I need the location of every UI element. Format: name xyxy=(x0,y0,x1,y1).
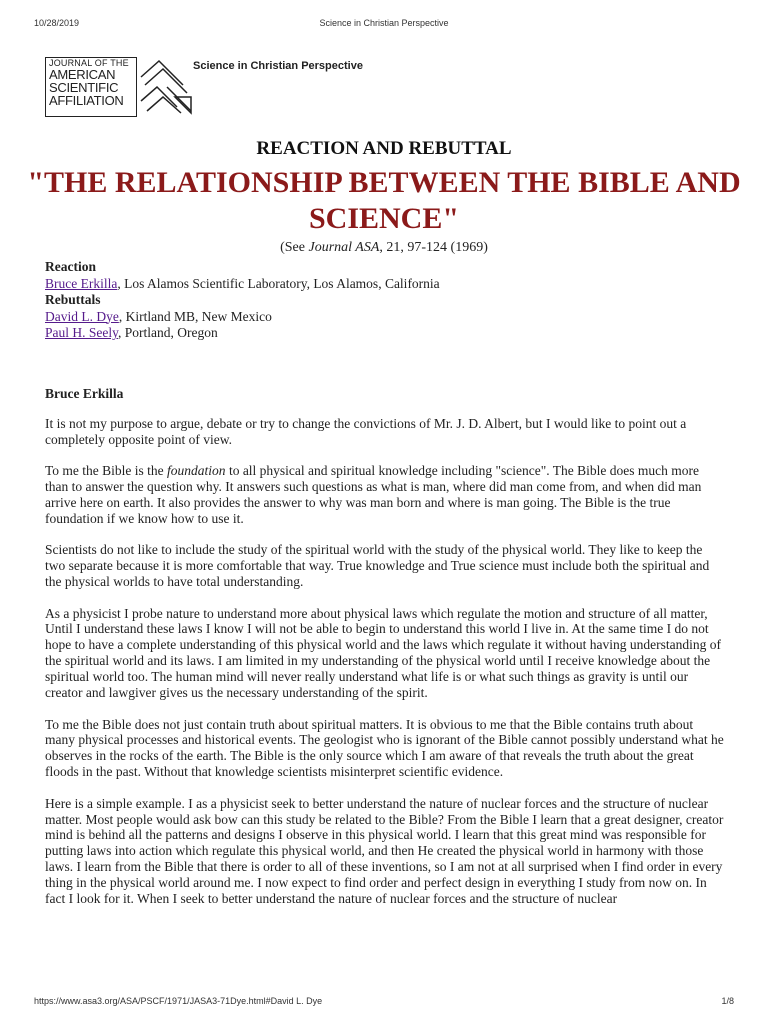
page-number: 1/8 xyxy=(721,996,734,1006)
section-kicker: REACTION AND REBUTTAL xyxy=(256,138,512,159)
citation-journal: Journal ASA xyxy=(308,240,380,255)
reaction-entry xyxy=(45,276,735,293)
reaction-author-link[interactable]: Bruce Erkilla xyxy=(45,275,118,291)
paragraph-3: Scientists do not like to include the study of the spiritual world with the study of the physical world. They like to keep the two separate because it is more comfortable that way. True knowledge and True science must include both the spiritual and the physical worlds to have total understanding. xyxy=(45,542,710,590)
print-url: https://www.asa3.org/ASA/PSCF/1971/JASA3-71Dye.html#David L. Dye xyxy=(34,996,323,1006)
rebuttal-author-link-seely[interactable]: Paul H. Seely xyxy=(45,325,118,340)
paragraph-4: As a physicist I probe nature to understand more about physical laws which regulate the motion and structure of all matter, Until I understand these laws I know I will not be able to begin to understand this world I live in. At the same time I do not hope to have a complete understanding of this physical world and the laws which regulate it without having understanding of the spiritual world and its laws. I am limited in my understanding of the physical world until I receive knowledge about the spiritual world too. The human mind will never really understand what life is or what such things as gravity is until our creator and lawgiver gives us the necessary understanding of the spirit. xyxy=(45,605,721,701)
logo-line-1: JOURNAL OF THE xyxy=(49,58,129,68)
rebuttals-label: Rebuttals xyxy=(45,292,101,307)
paragraph-2-start: To me the Bible is the xyxy=(45,463,168,479)
logo-emblem-icon xyxy=(137,57,197,115)
journal-logo[interactable] xyxy=(45,57,375,117)
logo-line-4: AFFILIATION xyxy=(49,93,124,108)
reaction-label: Reaction xyxy=(45,259,96,274)
paragraph-5: To me the Bible does not just contain truth about spiritual matters. It is obvious to me that the Bible contains truth about many physical processes and historical events. The geologist who is ignorant of the Bible cannot possibly understand what he observes in the rocks of the earth. The Bible is the only source which I am aware of that reveals the truth about the great floods in the past. Without that knowledge scientists misinterpret scientific evidence. xyxy=(45,716,724,780)
print-date: 10/28/2019 xyxy=(34,18,80,28)
paragraph-2 xyxy=(45,463,725,527)
article-body xyxy=(45,386,725,922)
print-footer xyxy=(0,990,768,1020)
rebuttal-entry xyxy=(45,309,735,326)
rebuttal-affiliation: , Portland, Oregon xyxy=(118,325,218,340)
rebuttal-author-link-dye[interactable]: David L. Dye xyxy=(45,308,119,324)
logo-caption: Science in Christian Perspective xyxy=(193,60,363,72)
contributors-list xyxy=(45,259,735,342)
logo-wordmark xyxy=(45,57,137,117)
logo-line-2: AMERICAN xyxy=(49,67,116,82)
citation-suffix: , 21, 97-124 (1969) xyxy=(379,240,488,255)
article-heading xyxy=(0,137,768,257)
print-header xyxy=(0,0,768,40)
section-author: Bruce Erkilla xyxy=(45,386,124,401)
reaction-affiliation: , Los Alamos Scientific Laboratory, Los Alamos, California xyxy=(117,275,440,291)
rebuttal-entry xyxy=(45,325,735,342)
print-page-title: Science in Christian Perspective xyxy=(319,18,449,28)
paragraph-6: Here is a simple example. I as a physicist seek to better understand the nature of nuclear forces and the structure of nuclear matter. Most people would ask bow can this study be related to the Bible? From the Bible I learn that a great designer, creator mind is behind all the patterns and designs I observe in this physical world. I learn that this great mind was responsible for putting laws into action which regulate this physical world, and then He created the physical world in harmony with those laws. I learn from the Bible that there is order to all of these inventions, so I am not at all surprised when I find order in every thing in the physical world around me. I now expect to find order and perfect design in everything I study from now on. In fact I look for it. When I seek to better understand the nature of nuclear forces and the structure of nuclear xyxy=(45,795,724,907)
paragraph-2-end: to all physical and spiritual knowledge including "science". The Bible does much more than to answer the question why. It answers such questions as what is man, where did man come from, and when did man arrive here on earth. It also provides the answer to why was man born and where is man going. The Bible is the true foundation if we know how to use it. xyxy=(45,463,702,526)
article-title xyxy=(0,165,768,237)
citation xyxy=(0,239,768,257)
citation-prefix: (See xyxy=(280,240,309,255)
logo-line-3: SCIENTIFIC xyxy=(49,80,119,95)
paragraph-1: It is not my purpose to argue, debate or try to change the convictions of Mr. J. D. Albert, but I would like to point out a completely opposite point of view. xyxy=(45,415,687,447)
paragraph-2-emphasis: foundation xyxy=(167,463,226,479)
article-title-text: "THE RELATIONSHIP BETWEEN THE BIBLE AND SCIENCE" xyxy=(27,166,741,235)
rebuttal-affiliation: , Kirtland MB, New Mexico xyxy=(118,308,272,324)
